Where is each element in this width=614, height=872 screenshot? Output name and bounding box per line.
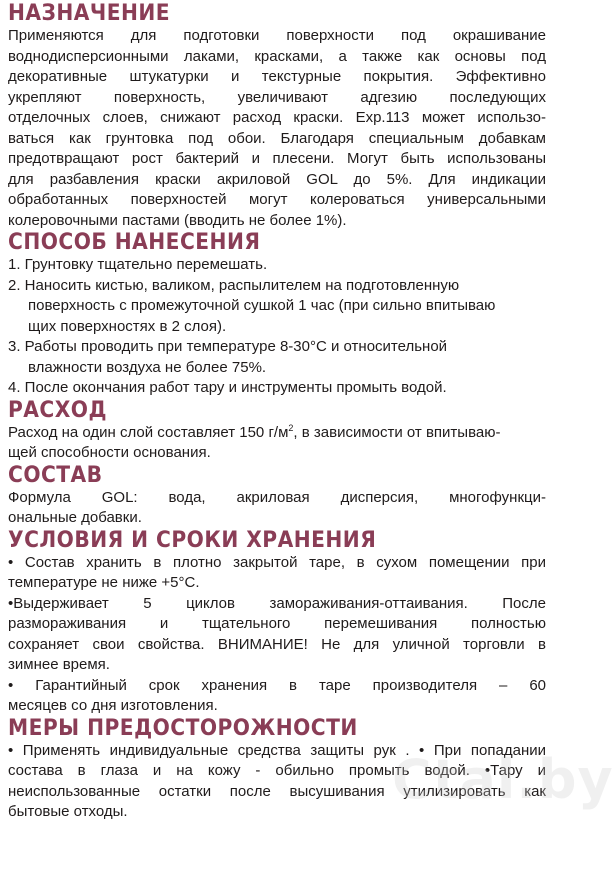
precautions-line: • Применять индивидуальные средства защиты рук . • При попадании (8, 741, 546, 759)
purpose-line: декоративные штукатурки и текстурные покрытия. Эффективно (8, 68, 546, 85)
precautions-section (8, 717, 546, 823)
application-step-continuation: поверхность с промежуточной сушкой 1 час (при сильно впитываю (28, 297, 496, 314)
storage-heading: УСЛОВИЯ И СРОКИ ХРАНЕНИЯ (8, 527, 377, 553)
precautions-line: бытовые отходы. (8, 803, 128, 820)
purpose-heading: НАЗНАЧЕНИЕ (8, 1, 171, 26)
purpose-line: отделочных слоев, снижают расход краски. Exp.113 может использо- (8, 109, 546, 126)
purpose-line: предотвращают рост бактерий и плесени. Могут быть использованы (8, 150, 546, 167)
application-section (8, 231, 546, 399)
precautions-line: неиспользованные остатки после высушивания утилизировать как (8, 782, 546, 800)
application-heading: СПОСОБ НАНЕСЕНИЯ (8, 230, 261, 255)
purpose-section (8, 2, 546, 231)
consumption-line: щей способности основания. (8, 444, 211, 461)
purpose-line: ваться как грунтовка под обои. Благодаря специальным добавкам (8, 129, 546, 147)
storage-line: • Гарантийный срок хранения в таре производителя – 60 (8, 676, 546, 694)
consumption-text-end: , в зависимости от впитываю- (293, 423, 501, 441)
storage-line: сохраняет свои свойства. ВНИМАНИЕ! Не для уличной торговли в (8, 635, 546, 653)
storage-line: •Выдерживает 5 циклов замораживания-оттаивания. После (8, 594, 546, 612)
application-step-continuation: щих поверхностях в 2 слоя). (28, 317, 227, 335)
application-step: 3. Работы проводить при температуре 8-30°С и относительной (8, 338, 448, 355)
site-watermark: Ctal.by (392, 748, 614, 811)
storage-line: месяцев со дня изготовления. (8, 697, 218, 714)
composition-line: ональные добавки. (8, 509, 142, 526)
precautions-heading: МЕРЫ ПРЕДОСТОРОЖНОСТИ (8, 715, 358, 741)
storage-line: температуре не ниже +5°С. (8, 574, 200, 591)
application-step: 4. После окончания работ тару и инструменты промыть водой. (8, 379, 447, 396)
consumption-line (8, 423, 546, 444)
application-step: 1. Грунтовку тщательно перемешать. (8, 256, 268, 273)
purpose-line: для разбавления краски акриловой GOL до 5%. Для индикации (8, 170, 546, 188)
storage-section (8, 529, 546, 717)
composition-heading: СОСТАВ (8, 462, 103, 488)
composition-section (8, 464, 546, 529)
composition-line: Формула GOL: вода, акриловая дисперсия, многофункци- (8, 488, 546, 506)
application-step: 2. Наносить кистью, валиком, распылителем на подготовленную (8, 276, 460, 294)
consumption-section (8, 399, 546, 464)
application-step-continuation: влажности воздуха не более 75%. (28, 358, 267, 376)
storage-line: размораживания и тщательного перемешивания полностью (8, 615, 546, 632)
purpose-line: укрепляют поверхность, увеличивают адгезию последующих (8, 88, 546, 106)
storage-line: • Состав хранить в плотно закрытой таре, в сухом помещении при (8, 553, 546, 571)
storage-line: зимнее время. (8, 656, 110, 673)
consumption-text: Расход на один слой составляет 150 г/м (8, 423, 289, 441)
purpose-line: Применяются для подготовки поверхности под окрашивание (8, 27, 546, 44)
purpose-line: колеровочными пастами (вводить не более 1%). (8, 211, 347, 229)
purpose-line: воднодисперсионными лаками, красками, а также как основы под (8, 47, 546, 65)
precautions-line: состава в глаза и на кожу - обильно промыть водой. •Тару и (8, 762, 546, 779)
consumption-heading: РАСХОД (8, 397, 107, 423)
square-superscript: 2 (288, 422, 294, 433)
purpose-line: обработанных поверхностей могут колероваться универсальными (8, 191, 546, 208)
